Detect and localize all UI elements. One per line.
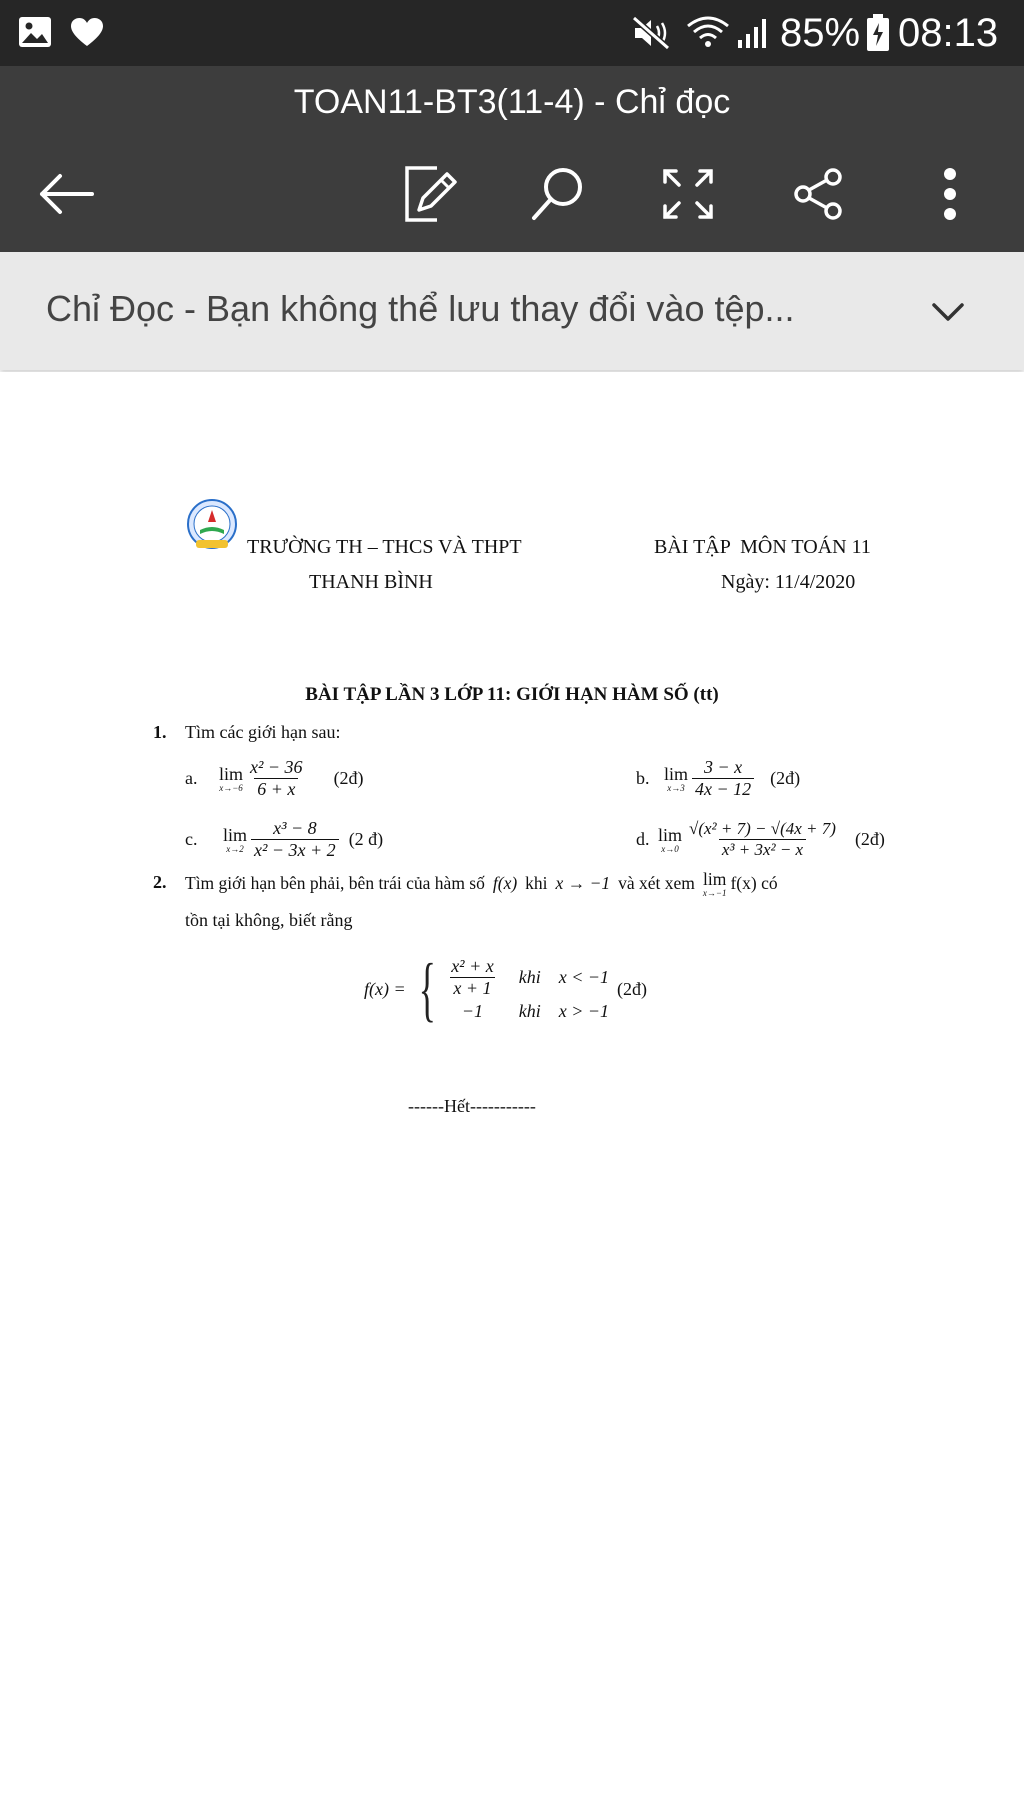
denominator: x³ + 3x² − x [719,839,806,860]
fullscreen-icon [662,168,714,220]
exercise-title: BÀI TẬP LẦN 3 LỚP 11: GIỚI HẠN HÀM SỐ (tt) [305,684,719,705]
question-2-number: 2. [153,872,167,892]
denominator: 6 + x [254,778,298,800]
read-only-message: Chỉ Đọc - Bạn không thể lưu thay đổi vào tệp... [46,288,795,329]
item-b-label: b. [636,767,650,788]
exercise-item-d [636,812,885,866]
fullscreen-button[interactable] [648,154,728,234]
question-2-text-b: và xét xem [618,872,695,893]
item-d-points: (2đ) [854,828,885,849]
app-bar [0,66,1024,252]
question-2-line2: tồn tại không, biết rằng [185,910,353,930]
mute-icon [632,16,672,54]
item-a-fraction [247,757,306,800]
item-a-points: (2đ) [333,767,364,788]
lim-subscript: x→−6 [219,782,243,793]
expand-banner-button[interactable] [918,284,978,340]
case-1-fraction [448,956,497,999]
lim-word: lim [223,824,248,845]
signal-icon [736,16,770,54]
item-d-lim [658,825,682,854]
back-button[interactable] [26,154,106,234]
item-b-fraction [692,757,754,800]
case-1-khi: khi [518,967,541,987]
piecewise-function [364,950,647,1028]
lim-subscript: x→3 [667,782,685,793]
battery-percent: 85% [780,11,861,55]
lim-subscript: x→−1 [702,887,727,898]
end-marker: ------Hết----------- [408,1096,536,1116]
item-c-lim [223,825,247,854]
lim-subscript: x→2 [226,843,244,854]
numerator: √(x² + 7) − √(4x + 7) [689,818,836,838]
school-name-line1: TRƯỜNG TH – THCS VÀ THPT [247,536,522,558]
piecewise-lhs: f(x) = [364,978,406,999]
status-bar [0,0,1024,66]
piecewise-points: (2đ) [617,978,648,999]
denominator: x + 1 [450,977,494,999]
item-c-points: (2 đ) [348,828,384,849]
wifi-icon [686,14,730,54]
denominator: x² − 3x + 2 [251,839,339,861]
edit-button[interactable] [390,154,470,234]
item-a-lim [219,764,243,793]
case-1-condition: x < −1 [558,967,610,987]
document-page [0,372,1024,1820]
item-c-fraction [251,818,339,861]
question-2-text-c: f(x) có [730,872,778,893]
numerator: x² + x [451,956,494,976]
item-d-label: d. [636,828,650,849]
school-name-line2: THANH BÌNH [309,571,433,593]
exercise-item-b [636,752,800,804]
left-brace: { [418,949,436,1029]
back-icon [38,172,94,216]
exercise-item-a [185,752,364,804]
question-2-lim [703,869,727,898]
document-title: TOAN11-BT3(11-4) - Chỉ đọc [293,83,731,121]
item-d-fraction [686,819,839,860]
item-c-label: c. [185,828,198,849]
battery-icon [866,14,890,56]
piecewise-cases [444,956,609,1022]
share-button[interactable] [778,154,858,234]
more-icon [942,167,958,221]
case-2-value: −1 [461,1001,484,1021]
lim-subscript: x→0 [661,843,679,854]
item-a-label: a. [185,767,198,788]
lim-word: lim [219,763,244,784]
question-2-khi: khi [525,872,548,893]
denominator: 4x − 12 [692,778,754,800]
search-button[interactable] [518,154,598,234]
exercise-item-c [185,812,383,866]
clock: 08:13 [898,11,999,55]
lim-word: lim [664,763,689,784]
lim-word: lim [658,824,683,845]
document-date: Ngày: 11/4/2020 [721,571,856,593]
item-b-points: (2đ) [770,767,801,788]
more-button[interactable] [910,154,990,234]
read-only-banner[interactable] [0,252,1024,370]
heart-icon [70,17,104,51]
question-2-text-a: Tìm giới hạn bên phải, bên trái của hàm số [185,872,485,893]
case-2-khi: khi [518,1001,541,1021]
edit-icon [403,166,457,222]
chevron-down-icon [931,302,965,322]
share-icon [791,167,845,221]
question-2-limit: x → −1 [555,872,611,893]
question-1-number: 1. [153,722,167,742]
search-icon [530,166,586,222]
item-b-lim [664,764,688,793]
numerator: 3 − x [704,756,743,777]
lim-word: lim [703,868,727,889]
question-2-fx: f(x) [492,872,518,893]
gallery-icon [18,16,52,52]
numerator: x³ − 8 [273,817,317,838]
question-1-text: Tìm các giới hạn sau: [185,722,341,742]
school-logo [186,498,238,559]
subject-heading: BÀI TẬP MÔN TOÁN 11 [654,536,871,558]
numerator: x² − 36 [250,756,303,777]
question-2-line1 [185,866,778,900]
case-2-condition: x > −1 [558,1001,610,1021]
